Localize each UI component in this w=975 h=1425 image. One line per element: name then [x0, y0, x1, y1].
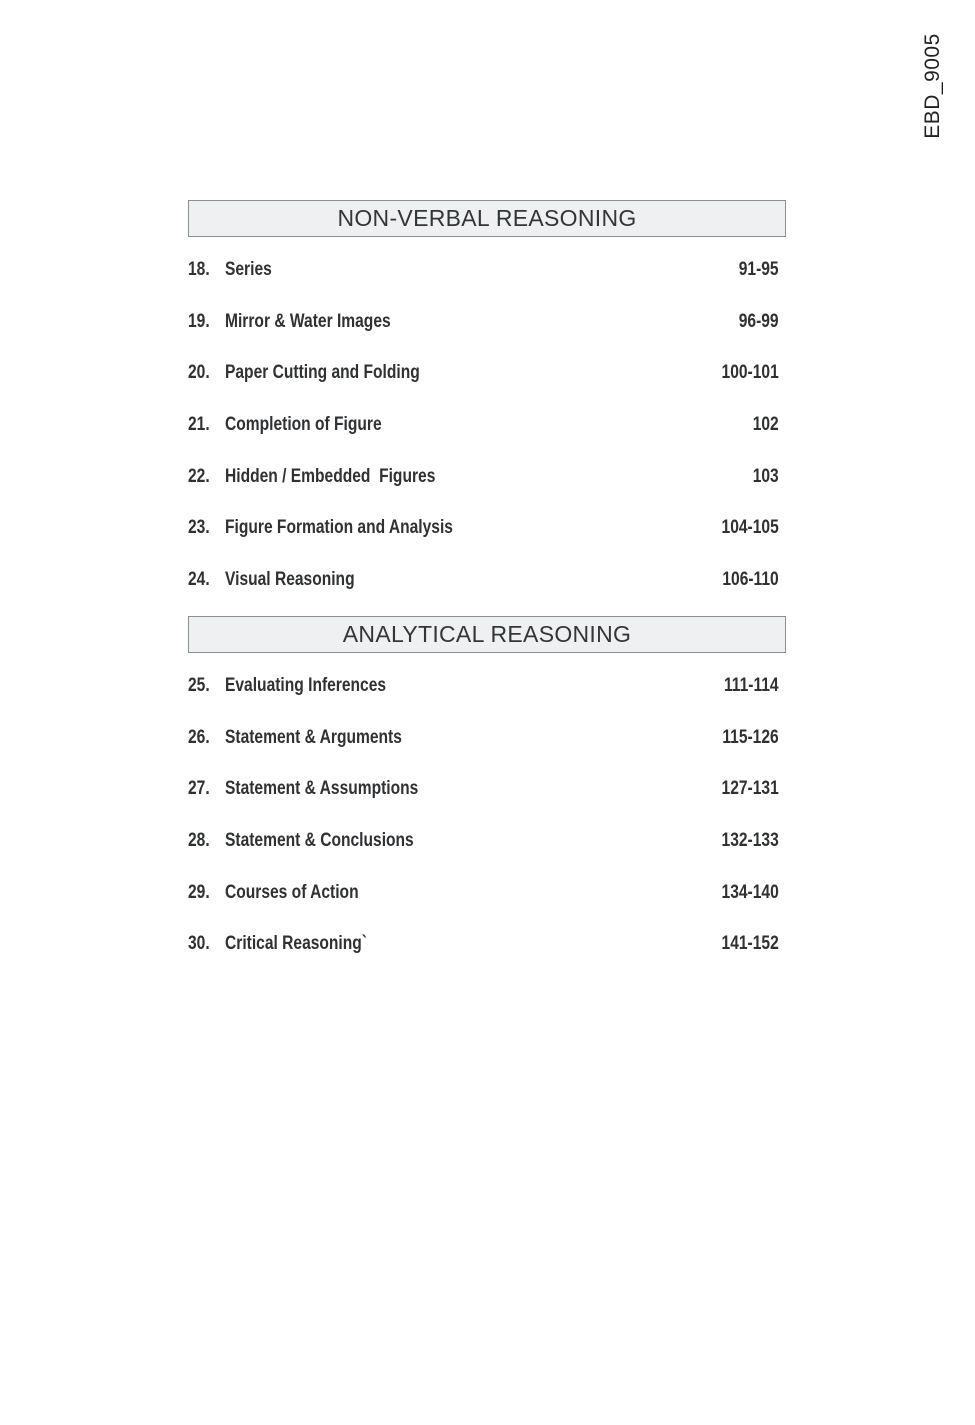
entry-number: 25.: [188, 674, 210, 696]
toc-entry[interactable]: [188, 918, 779, 970]
toc-entry[interactable]: [188, 399, 779, 451]
page-code-text: EBD_9005: [921, 33, 945, 139]
entry-number: 28.: [188, 829, 210, 851]
entry-number: 26.: [188, 726, 210, 748]
entry-pages: 106-110: [722, 568, 779, 590]
toc-entry[interactable]: [188, 660, 779, 712]
toc-entry[interactable]: [188, 244, 779, 296]
toc-entry[interactable]: [188, 554, 779, 606]
toc-list-non-verbal-reasoning: [188, 244, 779, 606]
toc-entry[interactable]: [188, 451, 779, 503]
page-code: [919, 30, 947, 142]
entry-title: Paper Cutting and Folding: [225, 362, 420, 384]
entry-pages: 91-95: [739, 258, 779, 280]
entry-pages: 100-101: [721, 362, 779, 384]
entry-title: Statement & Conclusions: [225, 829, 414, 851]
toc-entry[interactable]: [188, 502, 779, 554]
entry-pages: 102: [753, 413, 779, 435]
toc-entry[interactable]: [188, 296, 779, 348]
entry-pages: 115-126: [722, 726, 779, 748]
entry-number: 29.: [188, 881, 210, 903]
entry-title: Completion of Figure: [225, 413, 382, 435]
entry-pages: 103: [753, 465, 779, 487]
entry-pages: 134-140: [721, 881, 779, 903]
toc-entry[interactable]: [188, 712, 779, 764]
entry-pages: 104-105: [721, 517, 779, 539]
entry-title: Mirror & Water Images: [225, 310, 391, 332]
toc-entry[interactable]: [188, 763, 779, 815]
entry-title: Critical Reasoning`: [225, 933, 367, 955]
entry-title: Hidden / Embedded Figures: [225, 465, 436, 487]
section-heading: ANALYTICAL REASONING: [342, 621, 632, 647]
entry-number: 23.: [188, 517, 210, 539]
entry-title: Figure Formation and Analysis: [225, 517, 453, 539]
entry-number: 19.: [188, 310, 210, 332]
toc-list-analytical-reasoning: [188, 660, 779, 970]
section-header-analytical-reasoning: [188, 616, 786, 653]
entry-pages: 132-133: [721, 829, 779, 851]
entry-title: Evaluating Inferences: [225, 674, 387, 696]
entry-title: Statement & Assumptions: [225, 778, 419, 800]
entry-pages: 127-131: [721, 778, 779, 800]
entry-number: 30.: [188, 933, 210, 955]
entry-pages: 141-152: [721, 933, 779, 955]
toc-entry[interactable]: [188, 347, 779, 399]
entry-number: 18.: [188, 258, 210, 280]
entry-number: 21.: [188, 413, 210, 435]
entry-title: Courses of Action: [225, 881, 359, 903]
entry-number: 20.: [188, 362, 210, 384]
entry-number: 24.: [188, 568, 210, 590]
entry-number: 27.: [188, 778, 210, 800]
section-header-non-verbal-reasoning: [188, 200, 786, 237]
toc-entry[interactable]: [188, 867, 779, 919]
entry-pages: 96-99: [739, 310, 779, 332]
entry-number: 22.: [188, 465, 210, 487]
section-heading: NON-VERBAL REASONING: [337, 205, 637, 231]
entry-pages: 111-114: [724, 674, 779, 696]
entry-title: Statement & Arguments: [225, 726, 402, 748]
entry-title: Series: [225, 258, 272, 280]
toc-entry[interactable]: [188, 815, 779, 867]
entry-title: Visual Reasoning: [225, 568, 355, 590]
